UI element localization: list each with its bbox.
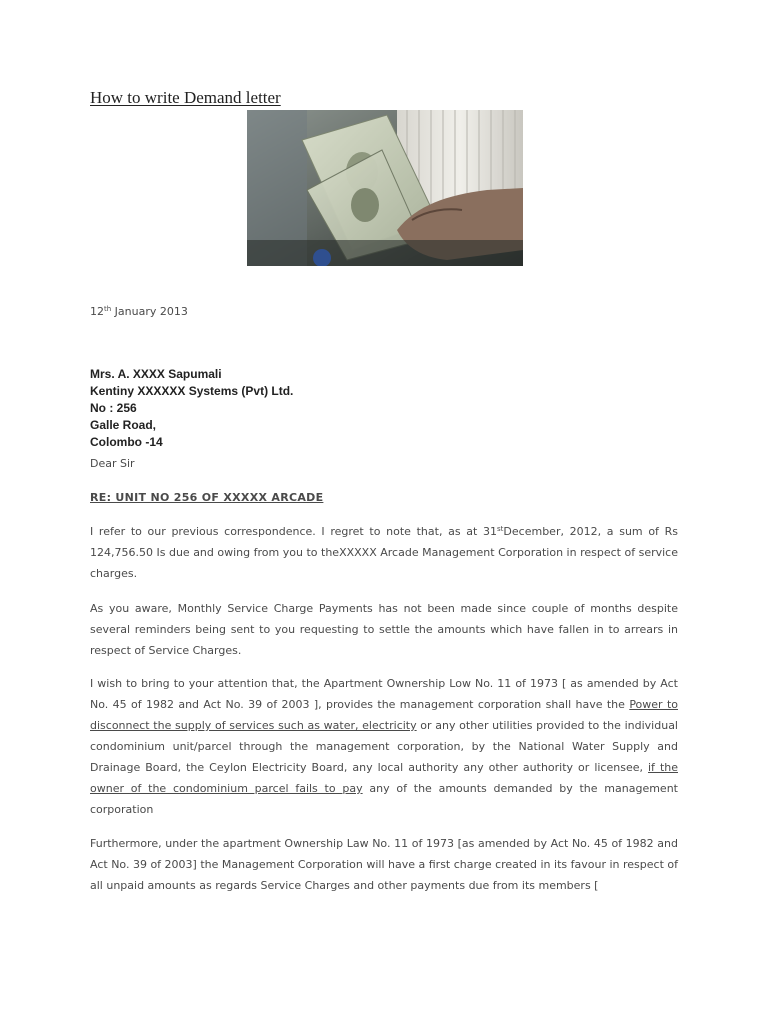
paragraph-2: As you aware, Monthly Service Charge Payments has not been made since couple of months despite several reminders being sent to you requesting to settle the amounts which have fallen in to arrears in respect of Service Charges. bbox=[90, 602, 678, 657]
paragraph-1-b: December, 2012, a sum of Rs 124,756.50 Is due and owing from you to theXXXXX Arcade Management Corporation in respect of service charges. bbox=[90, 525, 678, 580]
letter-date bbox=[90, 305, 188, 318]
recipient-company: Kentiny XXXXXX Systems (Pvt) Ltd. bbox=[90, 384, 294, 398]
date-day-suffix: th bbox=[104, 305, 112, 313]
recipient-name: Mrs. A. XXXX Sapumali bbox=[90, 367, 222, 381]
page-title: How to write Demand letter bbox=[90, 88, 281, 107]
money-photo bbox=[247, 110, 523, 266]
paragraph-3-underlined-fails: if the owner of the condominium parcel fails to pay bbox=[90, 761, 678, 795]
recipient-number: No : 256 bbox=[90, 401, 137, 415]
paragraph-1-a: I refer to our previous correspondence. I regret to note that, as at 31 bbox=[90, 525, 498, 538]
recipient-road: Galle Road, bbox=[90, 418, 157, 432]
paragraph-3 bbox=[90, 673, 678, 820]
date-month-year: January 2013 bbox=[111, 305, 188, 318]
salutation: Dear Sir bbox=[90, 457, 135, 470]
paragraph-3-underlined-power: Power to disconnect the supply of services such as water, electricity bbox=[90, 698, 678, 732]
recipient-address bbox=[90, 366, 293, 451]
subject-line: RE: UNIT NO 256 OF XXXXX ARCADE bbox=[90, 491, 324, 504]
date-day: 12 bbox=[90, 305, 104, 318]
paragraph-4: Furthermore, under the apartment Ownership Law No. 11 of 1973 [as amended by Act No. 45 of 1982 and Act No. 39 of 2003] the Management Corporation will have a first charge created in its favour in respect of all unpaid amounts as regards Service Charges and other payments due from its members [ bbox=[90, 837, 678, 892]
paragraph-1-sup: st bbox=[497, 525, 504, 533]
paragraph-3-a: I wish to bring to your attention that, the Apartment Ownership Low No. 11 of 1973 [ as amended by Act No. 45 of 1982 and Act No. 39 of 2003 ], provides the management corporation shall have the bbox=[90, 677, 678, 711]
recipient-city: Colombo -14 bbox=[90, 435, 163, 449]
paragraph-3-c: any of the amounts demanded by the management corporation bbox=[90, 782, 678, 816]
paragraph-3-b: or any other utilities provided to the individual condominium unit/parcel through the management corporation, by the National Water Supply and Drainage Board, the Ceylon Electricity Board, any local authority any other authority or licensee, bbox=[90, 719, 678, 774]
paragraph-1 bbox=[90, 521, 678, 584]
